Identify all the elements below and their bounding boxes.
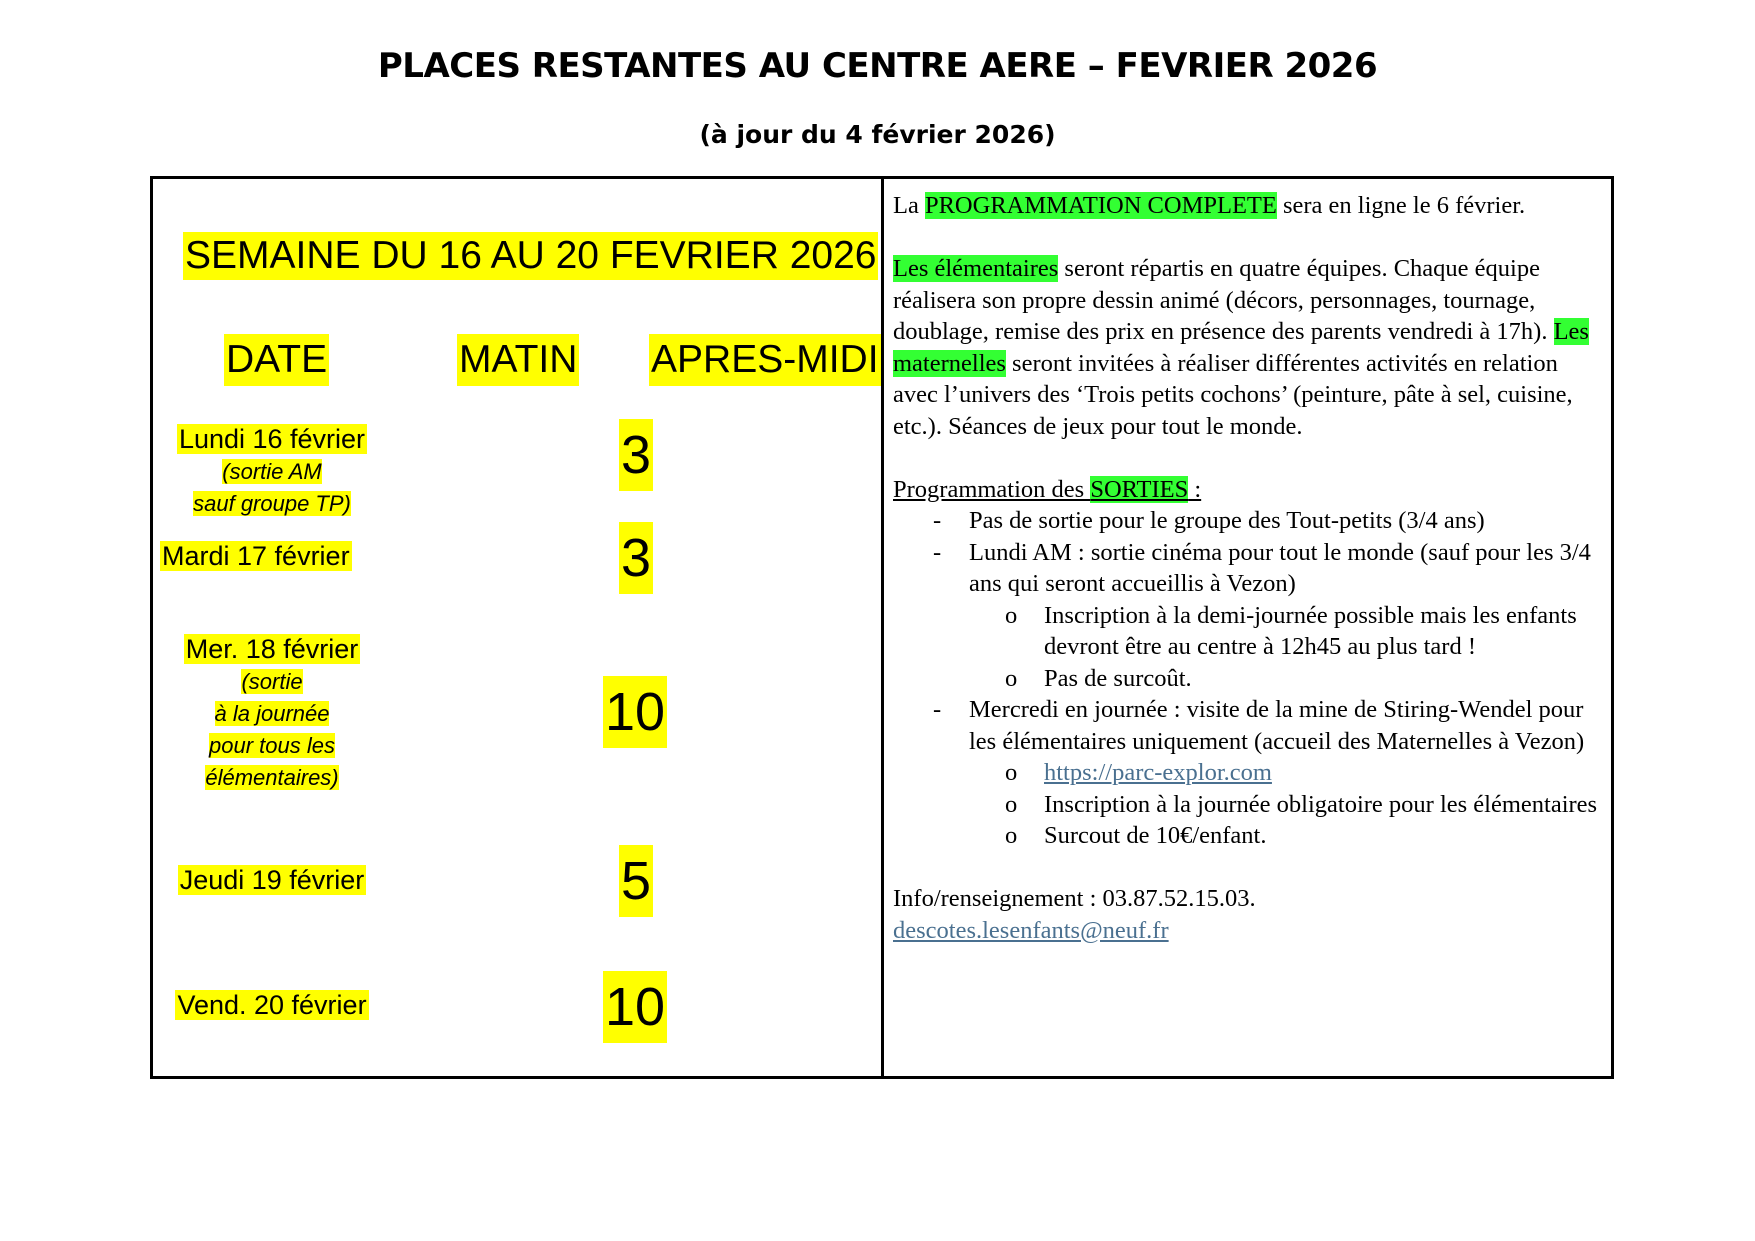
sub-list-item: o Inscription à la journée obligatoire pour les élémentaires [1005,790,1598,818]
header-date: DATE [224,334,329,386]
programme-paragraph: La PROGRAMMATION COMPLETE sera en ligne le 6 février. [893,192,1526,219]
table-row [160,990,384,1021]
highlight-programmation: PROGRAMMATION COMPLETE [924,192,1277,219]
row-day: Lundi 16 février [178,424,366,454]
parc-explor-link[interactable]: https://parc-explor.com [1044,759,1272,786]
info-panel [893,190,1605,946]
row-note: pour tous les [209,733,335,758]
sub-list-item: o Inscription à la demi-journée possible mais les enfants devront être au centre à 12h45 au plus tard ! [1005,601,1577,660]
contact-phone: Info/renseignement : 03.87.52.15.03. [893,885,1256,912]
row-day: Jeudi 19 février [179,865,365,895]
places-count: 10 [603,676,667,748]
row-note: (sortie [241,669,303,694]
description-paragraph: Les élémentaires seront répartis en quatre équipes. Chaque équipe réalisera son propre dessin animé (décors, personnages, tournage, doublage, remise des prix en présence des parents vendredi à 17h). Les maternelles seront invitées à réaliser différentes activités en relation avec l’univers des ‘Trois petits cochons’ (peinture, pâte à sel, cuisine, etc.). Séances de jeux pour tout le monde. [893,255,1589,440]
header-apres-midi: APRES-MIDI [649,334,881,386]
row-day: Vend. 20 février [177,990,367,1020]
table-row [160,634,384,793]
places-count: 5 [619,845,653,917]
row-note: sauf groupe TP) [193,491,351,516]
sorties-heading: Programmation des SORTIES : [893,475,1202,503]
places-count: 3 [619,522,653,594]
sub-list-item: o Surcout de 10€/enfant. [1005,822,1267,849]
table-row [160,865,384,896]
list-item: - Mercredi en journée : visite de la mine de Stiring-Wendel pour les élémentaires uniquement (accueil des Maternelles à Vezon) [933,696,1585,755]
sub-list-item: o https://parc-explor.com [1005,759,1272,786]
page-title: PLACES RESTANTES AU CENTRE AERE – FEVRIER 2026 [377,46,1378,86]
table-row [160,424,384,519]
row-day: Mer. 18 février [185,634,359,664]
row-note: à la journée [214,701,330,726]
highlight-maternelles: Les maternelles [893,318,1589,377]
week-title: SEMAINE DU 16 AU 20 FEVRIER 2026 [183,232,878,280]
page-subtitle: (à jour du 4 février 2026) [699,120,1056,149]
list-item: - Lundi AM : sortie cinéma pour tout le monde (sauf pour les 3/4 ans qui seront accueillis à Vezon) [933,538,1591,597]
sub-list-item: o Pas de surcoût. [1005,664,1192,692]
row-note: élémentaires) [205,765,339,790]
table-row [160,541,360,572]
highlight-elementaires: Les élémentaires [893,255,1059,282]
places-count: 3 [619,419,653,491]
contact-email-link[interactable]: descotes.lesenfants@neuf.fr [893,916,1169,944]
row-note: (sortie AM [222,459,322,484]
list-item: - Pas de sortie pour le groupe des Tout-petits (3/4 ans) [933,507,1485,534]
row-day: Mardi 17 février [162,541,350,571]
header-matin: MATIN [457,334,579,386]
column-divider [881,176,884,1079]
places-count: 10 [603,971,667,1043]
